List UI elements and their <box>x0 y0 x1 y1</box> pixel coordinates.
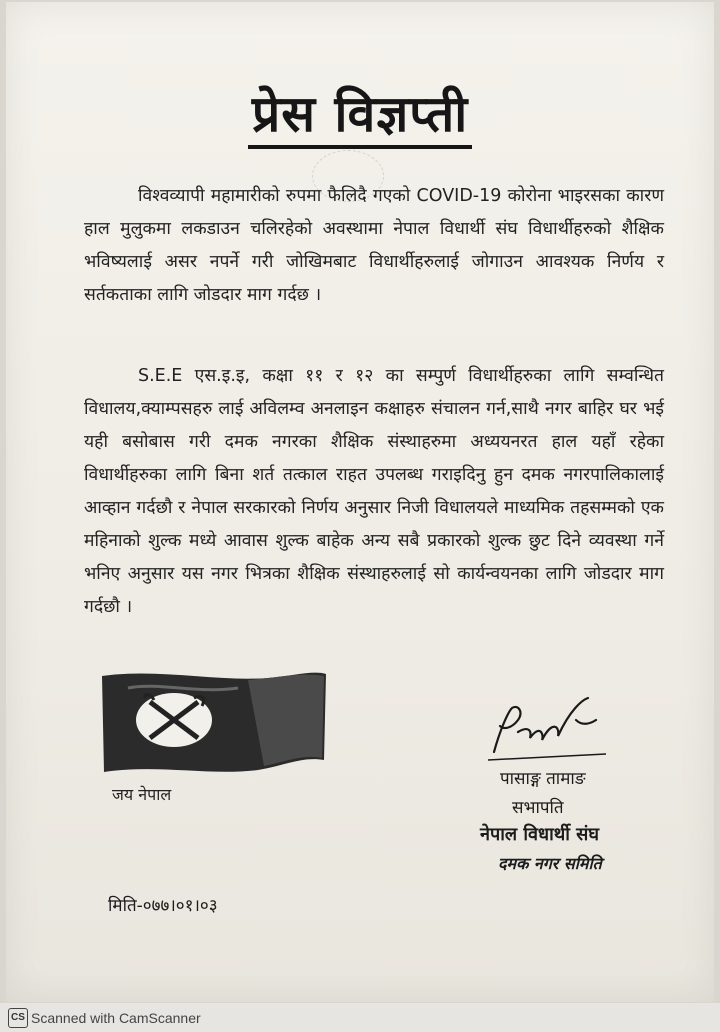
document-date: मिति-०७७।०१।०३ <box>108 896 218 916</box>
title-text: प्रेस विज्ञप्ती <box>248 85 472 149</box>
camscanner-logo-icon: CS <box>8 1008 28 1028</box>
signature-icon <box>478 690 618 770</box>
committee-name: दमक नगर समिति <box>498 854 602 873</box>
slogan: जय नेपाल <box>112 785 172 804</box>
paragraph-1: विश्वव्यापी महामारीको रुपमा फैलिदै गएको COVID-19 कोरोना भाइरसका कारण हाल मुलुकमा लकडाउन चलिरहेको अवस्थामा नेपाल विधार्थी संघ विधार्थीहरुको शैक्षिक भविष्यलाई असर नपर्ने गरी जोखिमबाट विधार्थीहरुलाई जोगाउन आवश्यक निर्णय र सर्तकताका लागि जोडदार माग गर्दछ । <box>84 186 664 305</box>
flag-icon <box>98 668 328 778</box>
scanner-watermark-text: Scanned with CamScanner <box>31 1009 201 1026</box>
paragraph-2: S.E.E एस.इ.इ, कक्षा ११ र १२ का सम्पुर्ण विधार्थीहरुका लागि सम्वन्धित विधालय,क्याम्पसहरु लाई अविलम्व अनलाइन कक्षाहरु संचालन गर्न,साथै नगर बाहिर घर भई यही बसोबास गरी दमक नगरका शैक्षिक संस्थाहरुमा अध्ययनरत हाल यहाँ रहेका विधार्थीहरुका लागि बिना शर्त तत्काल राहत उपलब्ध गराइदिनु हुन दमक नगरपालिकालाई आव्हान गर्दछौ र नेपाल सरकारको निर्णय अनुसार निजी विधालयले माध्यमिक तहसम्मको एक महिनाको शुल्क मध्ये आवास शुल्क बाहेक अन्य सबै प्रकारको शुल्क छुट दिने व्यवस्था गर्ने भनिए अनुसार यस नगर भित्रका शैक्षिक संस्थाहरुलाई सो कार्यन्वयनका लागि जोडदार माग गर्दछौ । <box>84 366 664 617</box>
signatory-name: पासाङ्ग तामाङ <box>500 769 586 789</box>
page-title <box>0 78 720 146</box>
scanner-footer <box>0 1003 720 1032</box>
organization-name: नेपाल विधार्थी संघ <box>480 824 599 845</box>
signatory-post: सभापति <box>512 798 564 818</box>
